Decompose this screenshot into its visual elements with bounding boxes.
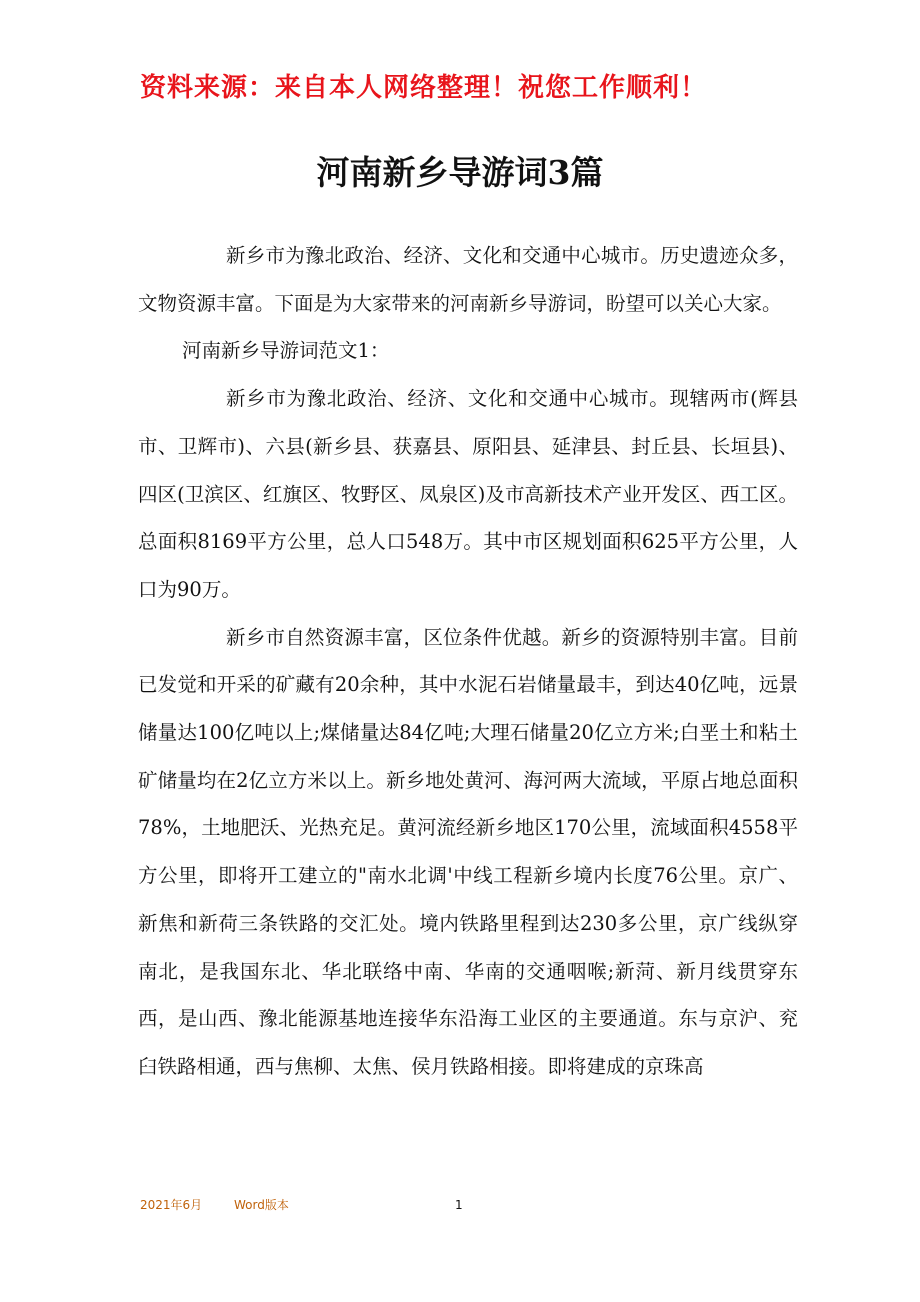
- page-number: 1: [455, 1198, 463, 1212]
- body-paragraph: 新乡市自然资源丰富，区位条件优越。新乡的资源特别丰富。目前已发觉和开采的矿藏有20余种，其中水泥石岩储量最丰，到达40亿吨，远景储量达100亿吨以上;煤储量达84亿吨;大理石储量20亿立方米;白垩土和粘土矿储量均在2亿立方米以上。新乡地处黄河、海河两大流域，平原占地总面积78%，土地肥沃、光热充足。黄河流经新乡地区170公里，流域面积4558平方公里，即将开工建立的"南水北调'中线工程新乡境内长度76公里。京广、 新焦和新荷三条铁路的交汇处。境内铁路里程到达230多公里，京广线纵穿南北，是我国东北、华北联络中南、华南的交通咽喉;新菏、新月线贯穿东西，是山西、豫北能源基地连接华东沿海工业区的主要通道。东与京沪、兖臼铁路相通，西与焦柳、太焦、侯月铁路相接。即将建成的京珠高: [138, 625, 798, 1078]
- section-heading: 河南新乡导游词范文1：: [182, 339, 390, 363]
- footer-version: Word版本: [234, 1198, 289, 1212]
- footer-date: 2021年6月: [140, 1198, 203, 1212]
- page-title: 河南新乡导游词3篇: [316, 153, 604, 192]
- document-body: [138, 232, 798, 1091]
- source-banner: 资料来源：来自本人网络整理！祝您工作顺利！: [140, 73, 708, 103]
- body-paragraph: 新乡市为豫北政治、经济、文化和交通中心城市。现辖两市(辉县市、卫辉市)、六县(新乡县、获嘉县、原阳县、延津县、封丘县、长垣县)、四区(卫滨区、红旗区、牧野区、凤泉区)及市高新技术产业开发区、西工区。总面积8169平方公里，总人口548万。其中市区规划面积625平方公里，人口为90万。: [138, 387, 798, 601]
- page-footer: [0, 1193, 920, 1217]
- intro-paragraph: 新乡市为豫北政治、经济、文化和交通中心城市。历史遗迹众多，文物资源丰富。下面是为大家带来的河南新乡导游词，盼望可以关心大家。: [138, 244, 798, 315]
